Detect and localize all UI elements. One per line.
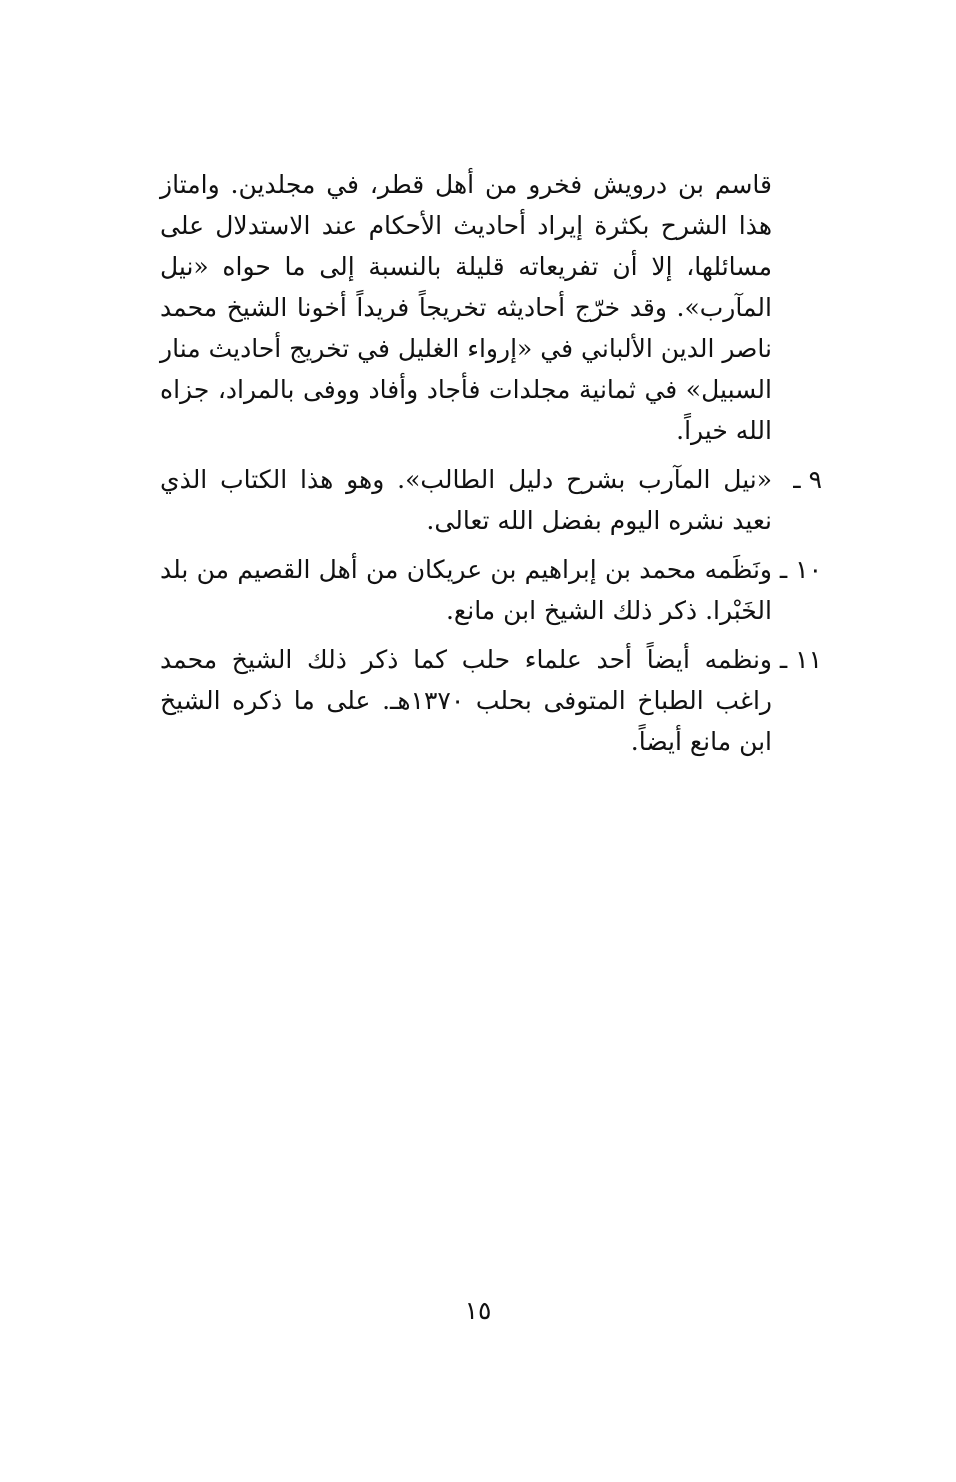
item-text: «نيل المآرب بشرح دليل الطالب». وهو هذا الكتاب الذي نعيد نشره اليوم بفضل الله تعالى. xyxy=(160,465,772,535)
item-number: ٩ ـ xyxy=(793,465,822,494)
item-text: ونظمه أيضاً أحد علماء حلب كما ذكر ذلك الشيخ محمد راغب الطباخ المتوفى بحلب ١٣٧٠هـ. على ما ذكره الشيخ ابن مانع أيضاً. xyxy=(160,645,772,756)
list-item xyxy=(160,459,822,541)
item-text: ونَظَمه محمد بن إبراهيم بن عريكان من أهل القصيم من بلد الخَبْرا. ذكر ذلك الشيخ ابن مانع. xyxy=(160,555,772,625)
page-number: ١٥ xyxy=(464,1296,492,1325)
list-item xyxy=(160,549,822,631)
body-text xyxy=(160,164,822,762)
item-number: ١٠ ـ xyxy=(779,555,822,584)
item-number: ١١ ـ xyxy=(779,645,822,674)
list-item xyxy=(160,639,822,762)
paragraph: قاسم بن درويش فخرو من أهل قطر، في مجلدين. وامتاز هذا الشرح بكثرة إيراد أحاديث الأحكام عند الاستدلال على مسائلها، إلا أن تفريعاته قليلة بالنسبة إلى ما حواه «نيل المآرب». وقد خرّج أحاديثه تخريجاً فريداً أخونا الشيخ محمد ناصر الدين الألباني في «إرواء الغليل في تخريج أحاديث منار السبيل» في ثمانية مجلدات فأجاد وأفاد ووفى بالمراد، جزاه الله خيراً. xyxy=(160,170,772,445)
